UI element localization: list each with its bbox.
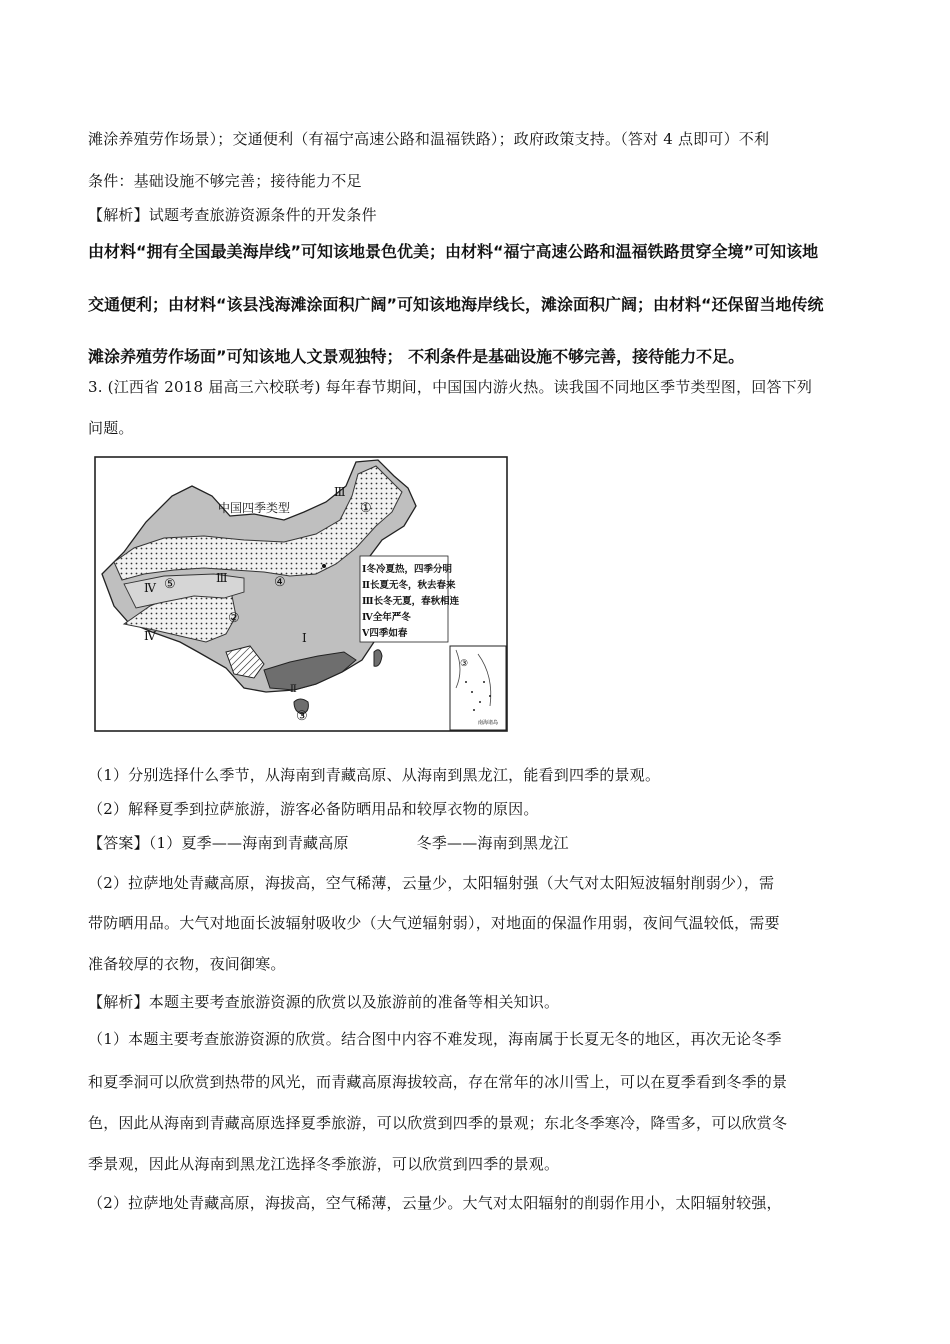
legend-item: Ⅴ四季如春 <box>362 628 408 639</box>
analysis-heading: 【解析】试题考查旅游资源条件的开发条件 <box>88 206 377 224</box>
text-line: （1）本题主要考查旅游资源的欣赏。结合图中内容不难发现，海南属于长夏无冬的地区，再次无论冬季 <box>88 1030 782 1048</box>
region-label: Ⅳ <box>144 581 156 595</box>
text-line: 滩涂养殖劳作场面”可知该地人文景观独特； 不利条件是基础设施不够完善，接待能力不足。 <box>88 347 745 366</box>
map-circle-label: ① <box>360 501 372 516</box>
region-label: Ⅲ <box>216 571 228 585</box>
text-line: 条件：基础设施不够完善；接待能力不足 <box>88 172 362 190</box>
map-circle-label: ② <box>228 611 240 626</box>
text-line: 滩涂养殖劳作场景）；交通便利（有福宁高速公路和温福铁路）；政府政策支持。（答对 4 点即可）不利 <box>88 130 770 148</box>
region-label: Ⅰ <box>302 631 307 645</box>
answer-part-1: 【答案】（1）夏季——海南到青藏高原 <box>88 834 349 852</box>
text-line: 色，因此从海南到青藏高原选择夏季旅游，可以欣赏到四季的景观；东北冬季寒冷，降雪多，可以欣赏冬 <box>88 1114 788 1132</box>
map-title: 中国四季类型 <box>218 501 291 515</box>
region-label: Ⅲ <box>334 485 346 499</box>
text-line: （2）拉萨地处青藏高原，海拔高，空气稀薄，云量少，太阳辐射强（大气对太阳短波辐射削弱少），需 <box>88 874 775 892</box>
text-line: 由材料“拥有全国最美海岸线”可知该地景色优美；由材料“福宁高速公路和温福铁路贯穿全境”可知该地 <box>88 242 819 261</box>
question-title: 3. (江西省 2018 届高三六校联考) 每年春节期间，中国国内游火热。读我国不同地区季节类型图，回答下列 <box>88 378 813 396</box>
inset-circle-label: ③ <box>460 659 469 669</box>
text-line: 问题。 <box>88 419 134 437</box>
china-season-map <box>94 456 508 732</box>
legend-item: Ⅰ冬冷夏热，四季分明 <box>362 564 452 575</box>
text-line: （2）拉萨地处青藏高原，海拔高，空气稀薄，云量少。大气对太阳辐射的削弱作用小，太阳辐射较强， <box>88 1194 782 1212</box>
region-label: Ⅱ <box>290 684 297 695</box>
text-line: 交通便利；由材料“该县浅海滩涂面积广阔”可知该地海岸线长，滩涂面积广阔；由材料“还保留当地传统 <box>88 295 824 314</box>
region-label: Ⅳ <box>144 629 156 643</box>
answer-part-2: 冬季——海南到黑龙江 <box>416 834 569 852</box>
text-line: 和夏季洞可以欣赏到热带的风光，而青藏高原海拔较高，存在常年的冰川雪上，可以在夏季看到冬季的景 <box>88 1073 788 1091</box>
text-line: 准备较厚的衣物，夜间御寒。 <box>88 955 286 973</box>
legend-item: Ⅱ长夏无冬，秋去春来 <box>362 580 456 591</box>
sub-question-1: （1）分别选择什么季节，从海南到青藏高原、从海南到黑龙江，能看到四季的景观。 <box>88 766 661 784</box>
text-line: 带防晒用品。大气对地面长波辐射吸收少（大气逆辐射弱），对地面的保温作用弱，夜间气温较低，需要 <box>88 914 780 932</box>
legend-item: Ⅳ全年严冬 <box>362 612 411 623</box>
legend-item: Ⅲ长冬无夏，春秋相连 <box>362 596 460 607</box>
answer-line <box>88 832 569 853</box>
capital-marker <box>322 564 326 568</box>
text-line: 季景观，因此从海南到黑龙江选择冬季旅游，可以欣赏到四季的景观。 <box>88 1155 560 1173</box>
analysis-heading: 【解析】本题主要考查旅游资源的欣赏以及旅游前的准备等相关知识。 <box>88 993 560 1011</box>
inset-note: 南海诸岛 <box>478 720 499 726</box>
map-circle-label: ④ <box>274 575 286 590</box>
sub-question-2: （2）解释夏季到拉萨旅游，游客必备防晒用品和较厚衣物的原因。 <box>88 800 539 818</box>
map-circle-label: ③ <box>296 709 308 724</box>
map-circle-label: ⑤ <box>164 577 176 592</box>
